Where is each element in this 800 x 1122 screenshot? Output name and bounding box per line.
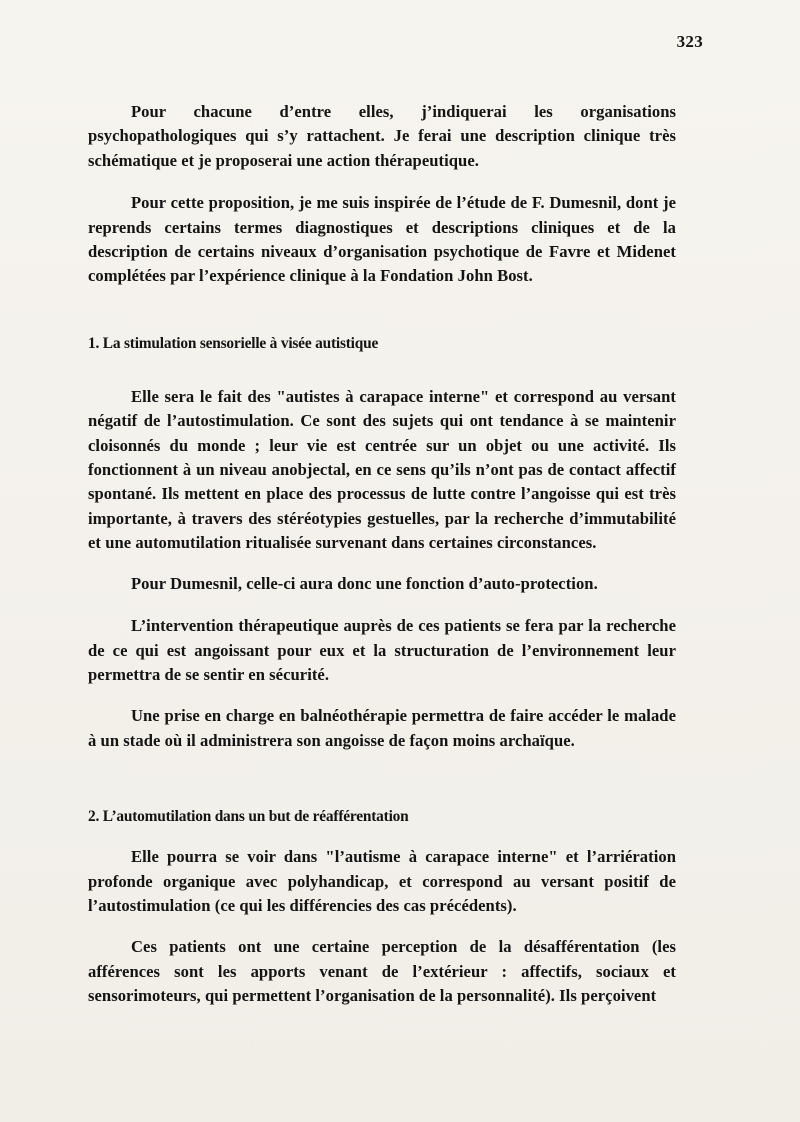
paragraph-arrieration: Elle pourra se voir dans "l’autisme à carapace interne" et l’arriération profonde organique avec polyhandicap, et correspond au versant positif de l’autostimulation (ce qui les différencies des cas précédents). — [88, 847, 676, 915]
paragraph-intervention: L’intervention thérapeutique auprès de ces patients se fera par la recherche de ce qui est angoissant pour eux et la structuration de l’environnement leur permettra de se sentir en sécurité. — [88, 616, 676, 684]
paragraph-dumesnil: Pour Dumesnil, celle-ci aura donc une fonction d’auto-protection. — [131, 573, 598, 593]
section-heading-stimulation: 1. La stimulation sensorielle à visée autistique — [88, 334, 379, 352]
paragraph-balneotherapie: Une prise en charge en balnéothérapie permettra de faire accéder le malade à un stade où il administrera son angoisse de façon moins archaïque. — [88, 706, 676, 750]
paragraph-organisations: Pour chacune d’entre elles, j’indiquerai les organisations psychopathologiques qui s’y rattachent. Je ferai une description clinique très schématique et je proposerai une action thérapeutique. — [88, 102, 676, 170]
paragraph-autistes-carapace: Elle sera le fait des "autistes à carapace interne" et correspond au versant négatif de l’autostimulation. Ce sont des sujets qui ont tendance à se maintenir cloisonnés du monde ; leur vie est centrée sur un objet ou une activité. Ils fonctionnent à un niveau anobjectal, en ce sens qu’ils n’ont pas de contact affectif spontané. Ils mettent en place des processus de lutte contre l’angoisse qui est très importante, à travers des stéréotypies gestuelles, par la recherche d’immutabilité et une automutilation ritualisée survenant dans certaines circonstances. — [88, 386, 676, 553]
paragraph-proposition: Pour cette proposition, je me suis inspirée de l’étude de F. Dumesnil, dont je reprends certains termes diagnostiques et descriptions cliniques et de la description de certains niveaux d’organisation psychotique de Favre et Midenet complétées par l’expérience clinique à la Fondation John Bost. — [88, 193, 676, 286]
paragraph-desafferentation: Ces patients ont une certaine perception de la désafférentation (les afférences sont les apports venant de l’extérieur : affectifs, sociaux et sensorimoteurs, qui permettent l’organisation de la personnalité). Ils perçoivent — [88, 937, 676, 1006]
page-body — [88, 100, 676, 1009]
page-number: 323 — [676, 32, 703, 51]
section-heading-automutilation: 2. L’automutilation dans un but de réafférentation — [88, 808, 409, 826]
